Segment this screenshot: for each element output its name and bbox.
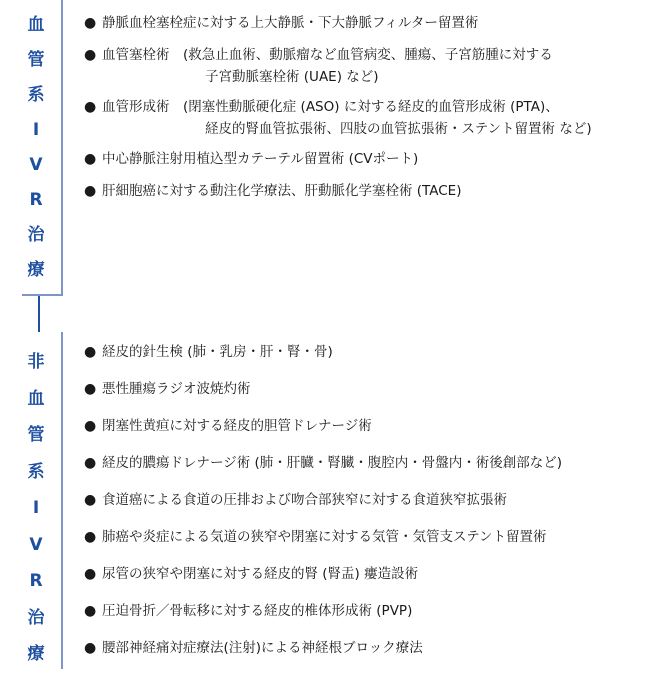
vascular-procedure-list [84,12,664,212]
label-char: 系 [27,85,45,105]
list-item [84,44,664,88]
item-text: 閉塞性黄疸に対する経皮的胆管ドレナージ術 [102,418,372,434]
item-text: 尿管の狭窄や閉塞に対する経皮的腎 (腎盂) 瘻造設術 [102,566,419,582]
bullet-icon: ● [84,344,97,360]
list-item [84,12,664,34]
label-char: 治 [27,225,45,245]
section-connector [38,296,40,332]
nonvascular-ivr-label [16,344,56,673]
label-char: 非 [27,352,45,372]
label-char: 血 [27,15,45,35]
list-item [84,341,664,363]
item-text: 静脈血栓塞栓症に対する上大静脈・下大静脈フィルター留置術 [102,15,479,31]
item-text: 圧迫骨折／骨転移に対する経皮的椎体形成術 (PVP) [102,603,413,619]
list-item [84,637,664,659]
label-char: R [29,190,43,210]
label-char: I [32,498,40,518]
label-char: 療 [27,644,45,664]
vascular-ivr-label [16,8,56,288]
list-item [84,415,664,437]
list-item [84,180,664,202]
bullet-icon: ● [84,47,97,63]
label-char: V [29,534,43,555]
item-text-continuation: 経皮的腎血管拡張術、四肢の血管拡張術・ステント留置術 など) [205,121,592,137]
bullet-icon: ● [84,455,97,471]
list-item [84,452,664,474]
bullet-icon: ● [84,15,97,31]
item-text: 血管形成術 (閉塞性動脈硬化症 (ASO) に対する経皮的血管形成術 (PTA)、 [102,99,559,115]
bullet-icon: ● [84,99,97,115]
bullet-icon: ● [84,183,97,199]
item-text: 肺癌や炎症による気道の狭窄や閉塞に対する気管・気管支ステント留置術 [102,529,547,545]
bullet-icon: ● [84,603,97,619]
nonvascular-procedure-list [84,341,664,674]
label-char: 治 [27,607,45,628]
item-text: 経皮的針生検 (肺・乳房・肝・腎・骨) [102,344,333,360]
list-item [84,526,664,548]
vascular-ivr-section [0,0,664,296]
list-item [84,563,664,585]
label-char: 系 [27,461,45,482]
label-char: 管 [27,50,45,70]
list-item [84,148,664,170]
bullet-icon: ● [84,418,97,434]
nonvascular-divider-vertical [61,332,63,669]
bullet-icon: ● [84,151,97,167]
vascular-divider-vertical [61,0,63,296]
list-item [84,378,664,400]
item-text: 悪性腫瘍ラジオ波焼灼術 [102,381,251,397]
bullet-icon: ● [84,529,97,545]
item-text: 経皮的膿瘍ドレナージ術 (肺・肝臓・腎臓・腹腔内・骨盤内・術後創部など) [102,455,563,471]
label-char: 管 [27,425,45,445]
bullet-icon: ● [84,492,97,508]
list-item [84,600,664,622]
item-text: 血管塞栓術 (救急止血術、動脈瘤など血管病変、腫瘍、子宮筋腫に対する [102,47,553,63]
item-text-continuation: 子宮動脈塞栓術 (UAE) など) [205,69,379,85]
label-char: I [32,120,40,140]
vascular-divider-horizontal [22,294,62,296]
list-item [84,489,664,511]
item-text: 食道癌による食道の圧排および吻合部狭窄に対する食道狭窄拡張術 [102,492,507,508]
label-char: 療 [27,260,45,280]
item-text: 腰部神経痛対症療法(注射)による神経根ブロック療法 [102,640,423,656]
label-char: 血 [27,388,45,409]
list-item [84,96,664,140]
item-text: 中心静脈注射用植込型カテーテル留置術 (CVポート) [102,151,419,167]
label-char: V [29,155,43,175]
bullet-icon: ● [84,381,97,397]
item-text: 肝細胞癌に対する動注化学療法、肝動脈化学塞栓術 (TACE) [102,183,462,199]
label-char: R [29,571,43,591]
bullet-icon: ● [84,640,97,656]
nonvascular-ivr-section [0,332,664,669]
bullet-icon: ● [84,566,97,582]
